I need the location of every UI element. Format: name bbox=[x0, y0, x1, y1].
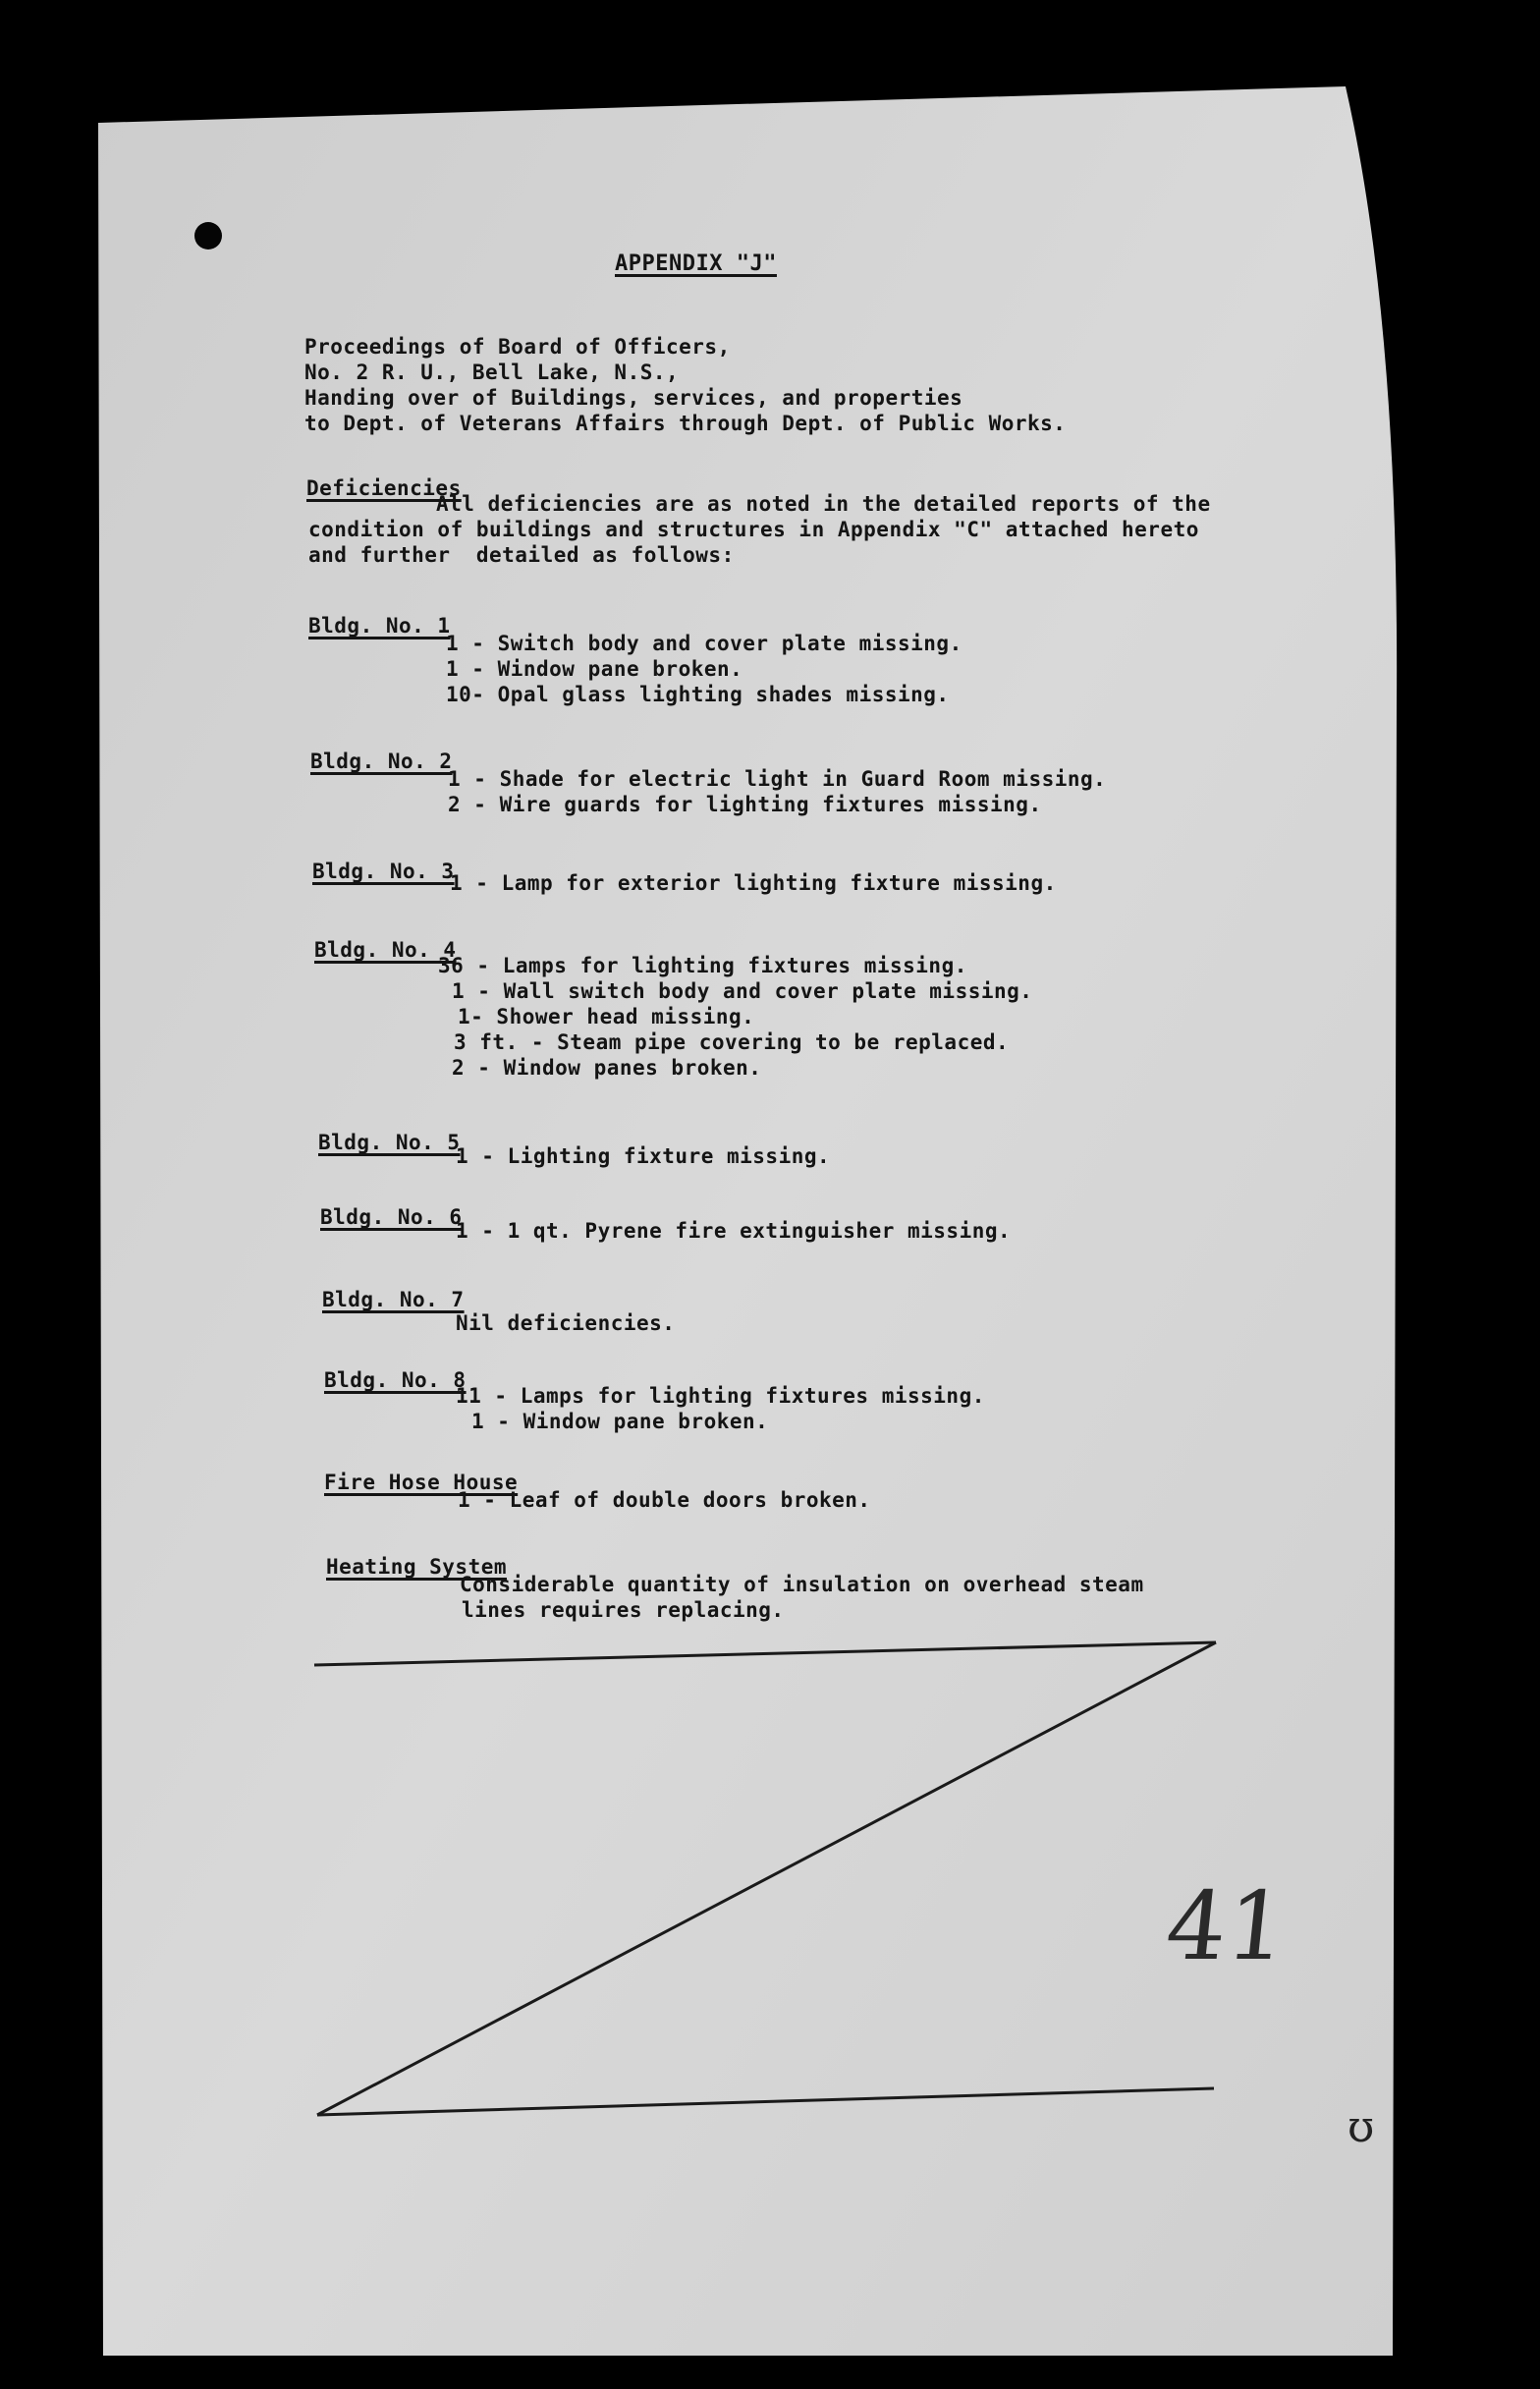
list-item: Nil deficiencies. bbox=[456, 1311, 676, 1335]
page-title: APPENDIX "J" bbox=[615, 251, 777, 276]
list-item: 1 - Lighting fixture missing. bbox=[456, 1144, 831, 1168]
section-heading: Bldg. No. 4 bbox=[314, 938, 457, 962]
list-item: 2 - Wire guards for lighting fixtures missing. bbox=[448, 793, 1042, 816]
list-item: 1 - Lamp for exterior lighting fixture missing. bbox=[450, 871, 1057, 895]
section-heading: Bldg. No. 1 bbox=[308, 614, 451, 638]
section-heading: Bldg. No. 3 bbox=[312, 860, 455, 883]
intro-line-2: condition of buildings and structures in Appendix "C" attached hereto bbox=[308, 518, 1199, 541]
list-item: 1 - Shade for electric light in Guard Room missing. bbox=[448, 767, 1107, 791]
list-item: 1 - Window pane broken. bbox=[471, 1410, 769, 1433]
list-item: 1 - Wall switch body and cover plate missing. bbox=[452, 979, 1033, 1003]
list-item: 1- Shower head missing. bbox=[458, 1005, 755, 1028]
handwritten-page-number: 41 bbox=[1161, 1871, 1293, 1981]
section-heading: Heating System bbox=[326, 1555, 508, 1579]
heading-line-3: Handing over of Buildings, services, and properties bbox=[304, 386, 963, 410]
section-heading: Bldg. No. 6 bbox=[320, 1205, 463, 1229]
list-item: 36 - Lamps for lighting fixtures missing. bbox=[438, 954, 967, 977]
deficiencies-label: Deficiencies bbox=[306, 476, 462, 500]
section-heading: Fire Hose House bbox=[324, 1471, 519, 1494]
list-item: 1 - Switch body and cover plate missing. bbox=[446, 632, 962, 655]
list-item: 1 - Window pane broken. bbox=[446, 657, 743, 681]
list-item: 3 ft. - Steam pipe covering to be replaced. bbox=[454, 1030, 1010, 1054]
list-item: 11 - Lamps for lighting fixtures missing. bbox=[456, 1384, 985, 1408]
list-item: 1 - Leaf of double doors broken. bbox=[458, 1488, 871, 1512]
list-item: 10- Opal glass lighting shades missing. bbox=[446, 683, 950, 706]
section-heading: Bldg. No. 7 bbox=[322, 1288, 465, 1311]
list-item: Considerable quantity of insulation on overhead steam bbox=[460, 1573, 1144, 1596]
section-heading: Bldg. No. 8 bbox=[324, 1368, 467, 1392]
intro-line-1: All deficiencies are as noted in the detailed reports of the bbox=[436, 492, 1211, 516]
section-heading: Bldg. No. 2 bbox=[310, 750, 453, 773]
heading-line-2: No. 2 R. U., Bell Lake, N.S., bbox=[304, 361, 680, 384]
corner-mark: ʊ bbox=[1348, 2102, 1375, 2152]
list-item: lines requires replacing. bbox=[462, 1598, 785, 1622]
list-item: 2 - Window panes broken. bbox=[452, 1056, 762, 1080]
section-heading: Bldg. No. 5 bbox=[318, 1131, 461, 1154]
intro-line-3: and further detailed as follows: bbox=[308, 543, 735, 567]
heading-line-4: to Dept. of Veterans Affairs through Dept. of Public Works. bbox=[304, 412, 1067, 435]
list-item: 1 - 1 qt. Pyrene fire extinguisher missing. bbox=[456, 1219, 1012, 1243]
heading-line-1: Proceedings of Board of Officers, bbox=[304, 335, 731, 359]
